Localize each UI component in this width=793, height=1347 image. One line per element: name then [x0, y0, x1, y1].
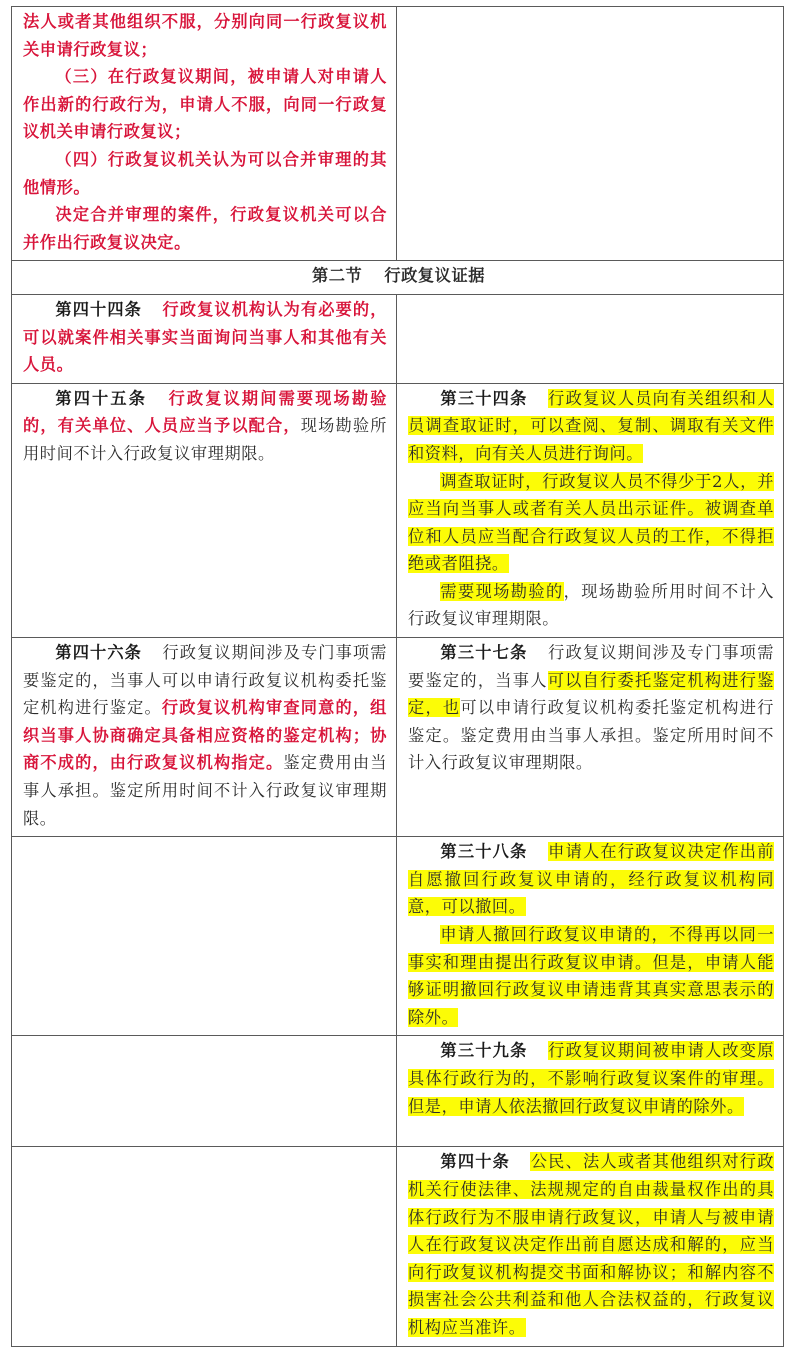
right-cell [397, 7, 784, 261]
highlighted-text: 公民、法人或者其他组织对行政机关行使法律、法规规定的自由裁量权作出的具体行政行为不服申请行政复议，申请人与被申请人在行政复议决定作出前自愿达成和解的，应当向行政复议机构提交书面和解协议；和解内容不损害社会公共利益和他人合法权益的，行政复议机构应当准许。 [408, 1152, 775, 1337]
comparison-table [11, 6, 784, 1347]
article-text: 现场勘验所用时间不计入行政复议审理期限。 [23, 416, 387, 463]
paragraph: （三）在行政复议期间，被申请人对申请人作出新的行政行为，申请人不服，向同一行政复议机关申请行政复议； [23, 67, 387, 142]
section-heading [12, 261, 784, 295]
highlighted-text: 申请人撤回行政复议申请的，不得再以同一事实和理由提出行政复议申请。但是，申请人能够证明撤回行政复议申请违背其真实意思表示的除外。 [408, 925, 774, 1027]
paragraph: 法人或者其他组织不服，分别向同一行政复议机关申请行政复议； [23, 12, 387, 59]
left-cell [12, 294, 397, 383]
left-cell [12, 638, 397, 837]
article-text: 鉴定费用由当事人承担。鉴定所用时间不计入行政复议审理期限。 [23, 753, 387, 828]
article-number: 第四十四条 [55, 299, 142, 319]
table-row [12, 294, 784, 383]
left-cell [12, 1036, 397, 1147]
highlighted-text: 行政复议期间被申请人改变原具体行政行为的，不影响行政复议案件的审理。但是，申请人依法撤回行政复议申请的除外。 [408, 1041, 775, 1116]
table-row [12, 383, 784, 637]
paragraph: （四）行政复议机关认为可以合并审理的其他情形。 [23, 149, 387, 197]
article-number: 第三十九条 [440, 1041, 528, 1061]
right-cell [397, 1147, 784, 1346]
right-cell [397, 837, 784, 1036]
right-cell [397, 638, 784, 837]
highlighted-text: 需要现场勘验的 [440, 581, 564, 601]
article-number: 第三十七条 [440, 643, 528, 663]
section-title: 行政复议证据 [384, 266, 486, 286]
left-cell [12, 383, 397, 637]
highlighted-text: 也 [442, 698, 461, 718]
article-text: 可以申请行政复议机构委托鉴定机构进行鉴定。鉴定费用由当事人承担。鉴定所用时间不计入行政复议审理期限。 [408, 698, 774, 773]
article-number: 第四十五条 [55, 388, 148, 408]
right-cell [397, 383, 784, 637]
article-text: 行政复议机构认为有必要的，可以就案件相关事实当面询问当事人和其他有关人员。 [23, 299, 387, 375]
article-text-changed: 行政复议期间需要现场勘验的，有关单位、人员应当予以配合， [23, 388, 388, 436]
table-row [12, 638, 784, 837]
section-number: 第二节 [311, 266, 363, 286]
left-cell [12, 7, 397, 261]
article-text: ，现场勘验所用时间不计入行政复议审理期限。 [408, 581, 775, 629]
article-text: 行政复议期间涉及专门事项需要鉴定的，当事人可以申请行政复议机构委托鉴定机构进行鉴定。 [23, 643, 387, 718]
paragraph: 决定合并审理的案件，行政复议机关可以合并作出行政复议决定。 [23, 205, 387, 252]
left-cell [12, 1147, 397, 1346]
article-number: 第四十条 [440, 1152, 511, 1172]
article-number: 第四十六条 [55, 643, 142, 663]
article-number: 第三十八条 [440, 842, 528, 862]
table-row [12, 837, 784, 1036]
highlighted-text: 可以自行委托鉴定机构进行鉴定， [408, 670, 774, 718]
table-row [12, 1036, 784, 1147]
left-cell [12, 837, 397, 1036]
table-row [12, 1147, 784, 1346]
highlighted-text: 申请人在行政复议决定作出前自愿撤回行政复议申请的，经行政复议机构同意，可以撤回。 [408, 842, 775, 917]
article-text-changed: 行政复议机构审查同意的，组织当事人协商确定具备相应资格的鉴定机构；协商不成的，由行政复议机构指定。 [23, 698, 387, 773]
article-number: 第三十四条 [440, 388, 528, 408]
article-text: 行政复议期间涉及专门事项需要鉴定的，当事人 [408, 643, 775, 690]
section-header-row [12, 261, 784, 295]
right-cell [397, 294, 784, 383]
table-row [12, 7, 784, 261]
highlighted-text: 调查取证时，行政复议人员不得少于2人，并应当向当事人或者有关人员出示证件。被调查单位和人员应当配合行政复议人员的工作，不得拒绝或者阻挠。 [408, 471, 774, 574]
right-cell [397, 1036, 784, 1147]
highlighted-text: 行政复议人员向有关组织和人员调查取证时，可以查阅、复制、调取有关文件和资料，向有关人员进行询问。 [408, 388, 775, 463]
